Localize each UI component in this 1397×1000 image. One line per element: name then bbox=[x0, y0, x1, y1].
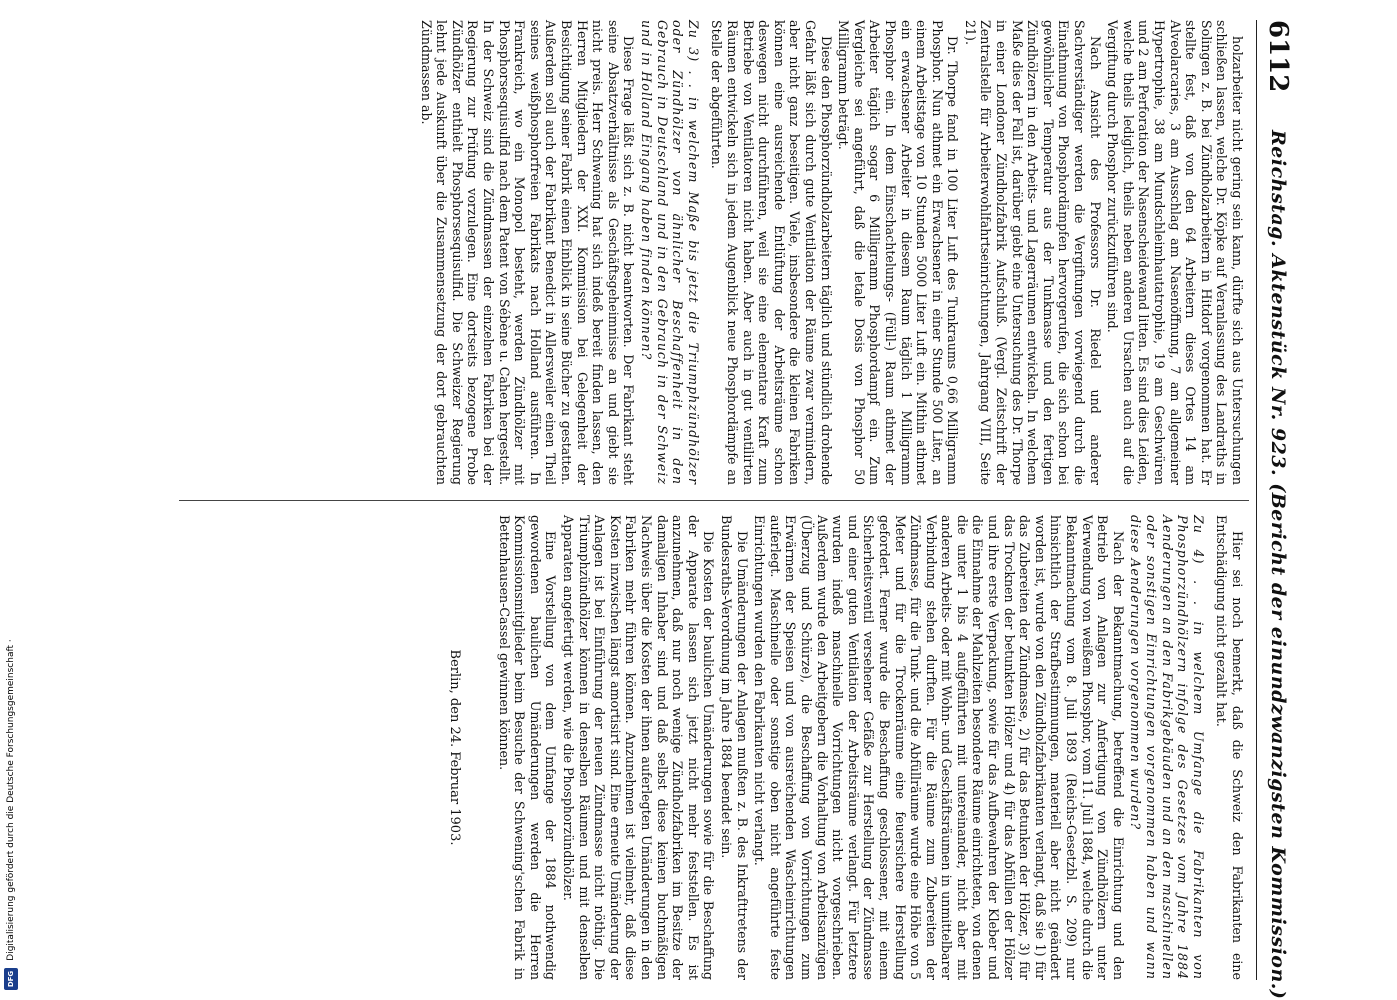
left-column bbox=[416, 20, 1245, 485]
right-column bbox=[445, 515, 1246, 980]
signature-date: Berlin, den 24. Februar 1903. bbox=[447, 649, 463, 846]
question-4: Zu 4) . . in welchem Umfange die Fabrikanten von Phosphorzündhölzern infolge des Gesetzes vom Jahre 1884 Aenderungen an den Fabrikgebäuden und an den maschinellen oder sonstigen Einrichtungen vorgenommen haben und wann diese Aenderungen vorgenommen wurden? bbox=[1128, 515, 1206, 980]
page-number: 6112 bbox=[1263, 20, 1293, 93]
paragraph: Diese Frage läßt sich z. B. nicht beantworten. Der Fabrikant steht seine Absatzverhältnisse als Geschäftsgeheimnisse an und giebt sie nicht preis. Herr Schwening hat sich indeß bereit finden lassen, den Herren Mitgliedern der XXI. Kommission bei Gelegenheit der Besichtigung seiner Fabrik einen Einblick in seine Bücher zu gestatten. Außerdem soll auch der Fabrikant Benedict in Allersweiler einen Theil seines weißphosphorfreien Fabrikats nach Holland ausführen. In Frankreich, wo ein Monopol besteht, werden Zündhölzer mit Phosphorsesquisulfid nach dem Patent von Sébène u. Cahen hergestellt. In der Schweiz sind die Zündmassen der einzelnen Fabriken bei der Regierung zur Prüfung vorzulegen. Eine dortseits bezogene Probe Zündhölzer enthielt Phosphorsesquisulfid. Die Schweizer Regierung lehnt jede Auskunft über die Zusammensetzung der dort gebrauchten Zündmassen ab. bbox=[418, 20, 637, 485]
paragraph: Die Kosten der baulichen Umänderungen sowie für die Beschaffung der Apparate lassen sich jetzt nicht mehr feststellen. Es ist anzunehmen, daß nur noch wenige Zündholzfabriken im Besitze der damaligen Inhaber sind und daß selbst diese keinen buchmäßigen Nachweis über die Kosten der ihnen auferlegten Umänderungen in den Fabriken mehr führen können. Anzunehmen ist vielmehr, daß diese Kosten inzwischen längst amortisirt sind. Eine erneute Umänderung der Anlagen ist bei Einführung der neuen Zündmasse nicht nöthig. Die Triumphzündhölzer können in denselben Räumen und mit denselben Apparaten angefertigt werden, wie die Phosphorzündhölzer. bbox=[561, 515, 717, 980]
dfg-logo-text: DFG bbox=[7, 970, 15, 988]
paragraph: Dr. Thorpe fand in 100 Liter Luft des Tunkraums 0,66 Milligramm Phosphor. Nun athmet ein Erwachsener in einer Stunde 500 Liter, an einem Arbeitstage von 10 Stunden 5000 Liter Luft ein. Mithin athmet ein erwachsener Arbeiter in diesem Raum täglich 1 Milligramm Phosphor ein. In dem Einschachtelungs- (Füll-) Raum athmet der Arbeiter täglich sogar 6 Milligramm Phosphordampf ein. Zum Vergleiche sei angeführt, daß die letale Dosis von Phosphor 50 Milligramm beträgt. bbox=[836, 20, 961, 485]
paragraph: Die Umänderungen der Anlagen mußten z. B. des Inkrafttretens der Bundesraths-Verordnung im Jahre 1884 beendet sein. bbox=[719, 515, 750, 980]
question-3: Zu 3) . . in welchem Maße bis jetzt die Triumphzündhölzer oder Zündhölzer von ähnlicher Beschaffenheit in den Gebrauch in Deutschland und in den Gebrauch in der Schweiz und in Holland Eingang haben finden können? bbox=[639, 20, 701, 485]
paragraph: Eine Vorstellung von dem Umfange der 1884 nothwendig gewordenen baulichen Umänderungen werden die Herren Kommissionsmitglieder beim Besuche der Schwening'schen Fabrik in Bettenhausen-Cassel gewinnen können. bbox=[496, 515, 559, 980]
dfg-logo bbox=[4, 968, 18, 990]
paragraph: Hier sei noch bemerkt, daß die Schweiz den Fabrikanten eine Entschädigung nicht gezahlt hat. bbox=[1214, 515, 1245, 980]
paragraph: holzarbeiter nicht gering sein kann, dürfte sich aus Untersuchungen schließen lassen, welche Dr. Köpke auf Veranlassung des Landraths in Solingen z. B. bei Zündholzarbeitern in Hitdorf vorgenommen hat. Er stellte fest, daß von den 64 Arbeitern dieses Ortes 14 am Alveolarcaries, 3 am Ausschlag am Nasenöffnung, 7 am allgemeiner Hypertrophie, 38 am Mundschleimhautatrophie, 19 am Geschwüren und 2 am Perforation der Nasenscheidewand litten. Es sind dies Leiden, welche theils lediglich, theils neben anderen Ursachen auch auf die Vergiftung durch Phosphor zurückzuführen sind. bbox=[1105, 20, 1245, 485]
scanned-page bbox=[167, 20, 1297, 1000]
paragraph: Diese den Phosphorzündholzarbeitern täglich und stündlich drohende Gefahr läßt sich durch gute Ventilation der Räume zwar vermindern, aber nicht ganz beseitigen. Viele, insbesondere die kleinen Fabriken können eine ausreichende Entlüftung der Arbeitsräume schon deswegen nicht durchführen, weil sie eine elementare Kraft zum Betriebe von Ventilatoren nicht haben. Aber auch in gut ventilirten Räumen entwickeln sich in jedem Augenblick neue Phosphordämpfe an Stelle der abgeführten. bbox=[709, 20, 834, 485]
paragraph: Nach der Bekanntmachung, betreffend die Einrichtung und den Betrieb von Anlagen zur Anfertigung von Zündhölzern unter Verwendung von weißem Phosphor, vom 11. Juli 1884, welche durch die Bekanntmachung vom 8. Juli 1893 (Reichs-Gesetzbl. S. 209) nur hinsichtlich der Strafbestimmungen, materiell aber nicht geändert worden ist, wurde von den Zündholzfabrikanten verlangt, daß sie 1) für das Zubereiten der Zündmasse, 2) für das Betunken der Hölzer, 3) für das Trocknen der betunkten Hölzer und 4) für das Abfüllen der Hölzer und ihre erste Verpackung, sowie für das Aufbewahren der Kleber und die Einnahme der Mahlzeiten besondere Räume einrichteten, von denen die unter 1 bis 4 aufgeführten mit untereinander, nicht aber mit anderen Arbeits- oder mit Wohn- und Geschäftsräumen in unmittelbarer Verbindung stehen durften. Für die Räume zum Zubereiten der Zündmasse, für die Tunk- und die Abfüllräume wurde eine Höhe von 5 Meter und für die Trockenräume eine feuersichere Herstellung gefordert. Ferner wurde die Beschaffung geschlossener, mit einem Sicherheitsventil versehener Gefäße zur Herstellung der Zündmasse und einer guten Ventilation der Arbeitsräume verlangt. Für letztere wurden indeß maschinelle Vorrichtungen nicht vorgeschrieben. Außerdem wurde den Arbeitgebern die Vorhaltung von Arbeitsanzügen (Überzug und Schürze), die Beschaffung von Vorrichtungen zum Erwärmen der Speisen und von ausreichenden Wascheinrichtungen auferlegt. Maschinelle oder sonstige oben nicht angeführte feste Einrichtungen wurden den Fabrikanten nicht verlangt. bbox=[752, 515, 1126, 980]
page-header bbox=[1256, 20, 1297, 1000]
paragraph: Nach Ansicht des Professors Dr. Riedel und anderer Sachverständiger werden die Vergiftungen vorwiegend durch die Einathmung von Phosphordämpfen hervorgerufen, die sich schon bei gewöhnlicher Temperatur aus der Tunkmasse und den fertigen Zündhölzern in den Arbeits- und Lagerräumen entwickeln. In welchem Maße dies der Fall ist, darüber giebt eine Untersuchung des Dr. Thorpe in einer Londoner Zündholzfabrik Aufschluß. (Vergl. Zeitschrift der Zentralstelle für Arbeiterwohlfahrtseinrichtungen, Jahrgang VIII, Seite 21). bbox=[962, 20, 1103, 485]
column-divider bbox=[179, 500, 1249, 501]
running-head: Reichstag. Aktenstück Nr. 923. (Bericht der einundzwanzigsten Kommission.) bbox=[1267, 130, 1289, 1000]
dfg-credit-text: Digitalisierung gefördert durch die Deutsche Forschungsgemeinschaft · bbox=[6, 639, 16, 961]
digitization-sidebar bbox=[0, 0, 22, 1000]
